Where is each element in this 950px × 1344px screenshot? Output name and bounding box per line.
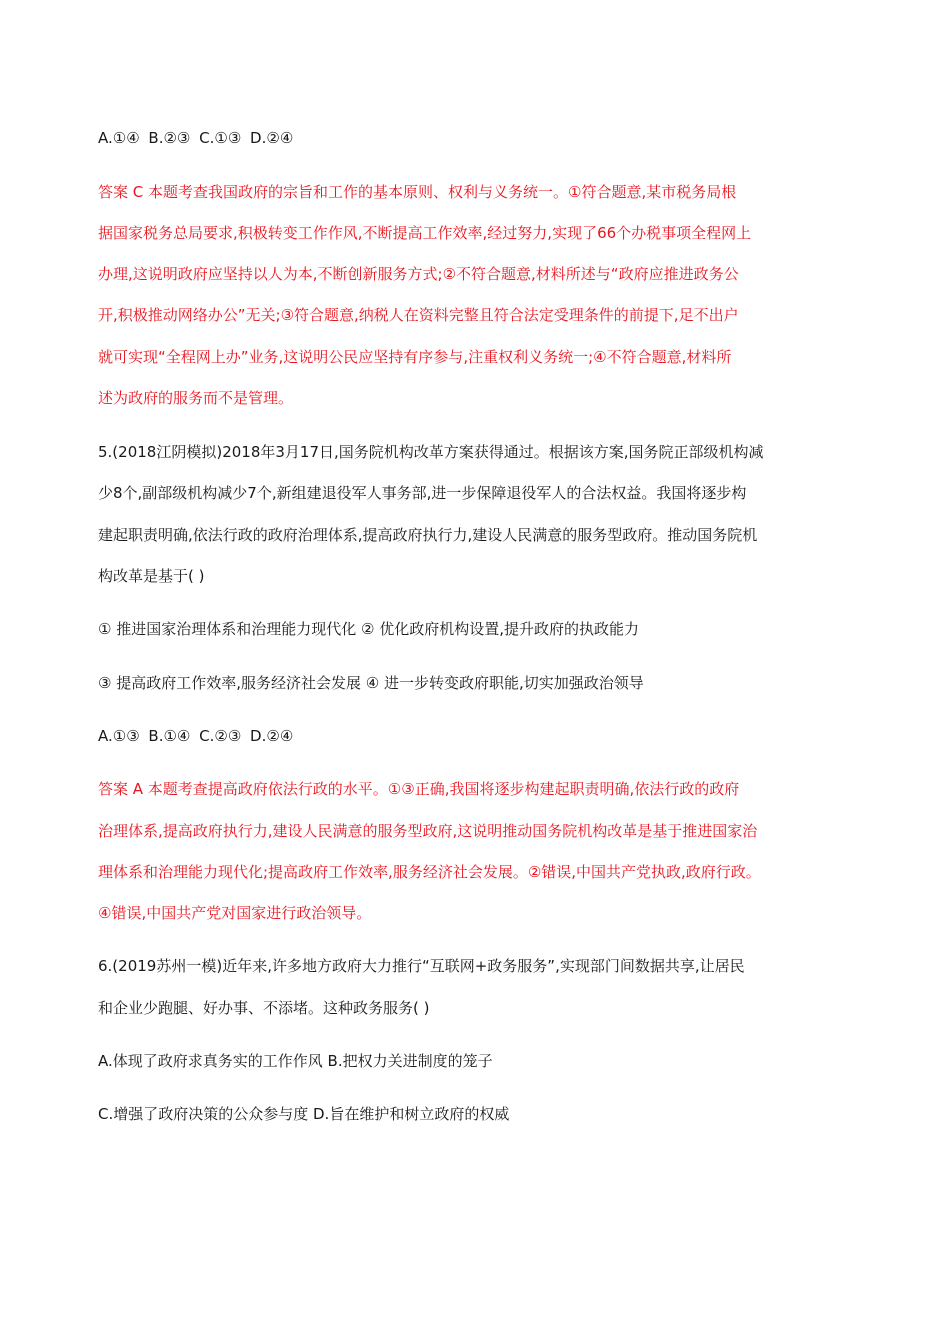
q6-option-cd: C.增强了政府决策的公众参与度 D.旨在维护和树立政府的权威	[98, 1105, 510, 1123]
q5-options: A.①③ B.①④ C.②③ D.②④	[98, 727, 294, 745]
a5-line-1: 答案 A 本题考查提高政府依法行政的水平。①③正确,我国将逐步构建起职责明确,依法行政的政府	[98, 780, 740, 798]
a4-line-2: 据国家税务总局要求,积极转变工作作风,不断提高工作效率,经过努力,实现了66个办税事项全程网上	[98, 224, 752, 242]
a5-line-3: 理体系和治理能力现代化;提高政府工作效率,服务经济社会发展。②错误,中国共产党执政,政府行政。	[98, 863, 761, 881]
q6-line-1: 6.(2019苏州一模)近年来,许多地方政府大力推行“互联网+政务服务”,实现部门间数据共享,让居民	[98, 957, 745, 975]
q6-line-2: 和企业少跑腿、好办事、不添堵。这种政务服务( )	[98, 999, 430, 1017]
q5-items-1: ① 推进国家治理体系和治理能力现代化 ② 优化政府机构设置,提升政府的执政能力	[98, 620, 639, 638]
a4-line-1: 答案 C 本题考查我国政府的宗旨和工作的基本原则、权利与义务统一。①符合题意,某市税务局根	[98, 183, 737, 201]
q5-line-1: 5.(2018江阴模拟)2018年3月17日,国务院机构改革方案获得通过。根据该方案,国务院正部级机构减	[98, 443, 764, 461]
q5-line-4: 构改革是基于( )	[98, 567, 205, 585]
a5-line-2: 治理体系,提高政府执行力,建设人民满意的服务型政府,这说明推动国务院机构改革是基于推进国家治	[98, 822, 758, 840]
q5-items-2: ③ 提高政府工作效率,服务经济社会发展 ④ 进一步转变政府职能,切实加强政治领导	[98, 674, 644, 692]
q6-option-ab: A.体现了政府求真务实的工作作风 B.把权力关进制度的笼子	[98, 1052, 493, 1070]
a4-line-6: 述为政府的服务而不是管理。	[98, 389, 294, 407]
a5-line-4: ④错误,中国共产党对国家进行政治领导。	[98, 904, 372, 922]
q5-line-2: 少8个,副部级机构减少7个,新组建退役军人事务部,进一步保障退役军人的合法权益。我国将逐步构	[98, 484, 747, 502]
q5-line-3: 建起职责明确,依法行政的政府治理体系,提高政府执行力,建设人民满意的服务型政府。推动国务院机	[98, 526, 758, 544]
a4-line-5: 就可实现“全程网上办”业务,这说明公民应坚持有序参与,注重权利义务统一;④不符合题意,材料所	[98, 348, 732, 366]
q4-options: A.①④ B.②③ C.①③ D.②④	[98, 129, 294, 147]
a4-line-3: 办理,这说明政府应坚持以人为本,不断创新服务方式;②不符合题意,材料所述与“政府应推进政务公	[98, 265, 739, 283]
a4-line-4: 开,积极推动网络办公”无关;③符合题意,纳税人在资料完整且符合法定受理条件的前提下,足不出户	[98, 306, 739, 324]
